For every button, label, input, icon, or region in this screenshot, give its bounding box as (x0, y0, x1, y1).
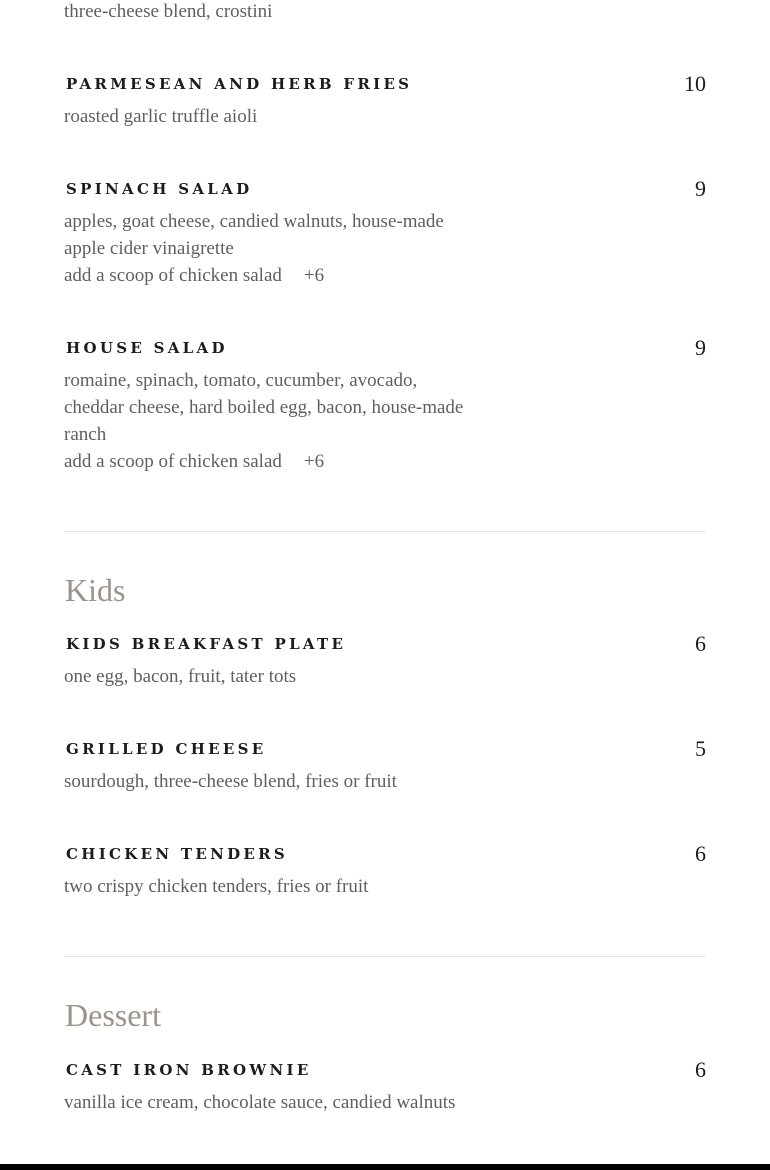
menu-item-description: cheddar cheese, hard boiled egg, bacon, house-made (64, 397, 464, 418)
menu-item-price: 6 (695, 841, 706, 866)
menu-item-description: apple cider vinaigrette (64, 238, 234, 259)
addon-price: +6 (303, 265, 325, 286)
menu-item-name: HOUSE SALAD (66, 339, 228, 357)
menu-item-description: vanilla ice cream, chocolate sauce, candied walnuts (64, 1092, 456, 1113)
section-divider (64, 531, 706, 532)
menu-item-name: KIDS BREAKFAST PLATE (66, 635, 347, 653)
menu-item-addon (64, 262, 534, 289)
section-divider (64, 956, 706, 957)
section-title-kids: Kids (65, 572, 126, 608)
menu-item-price: 10 (684, 71, 706, 96)
menu-item-description: sourdough, three-cheese blend, fries or fruit (64, 771, 397, 792)
addon-label: add a scoop of chicken salad (64, 451, 282, 472)
menu-item-description: ranch (64, 424, 107, 445)
menu-item-description: apples, goat cheese, candied walnuts, house-made (64, 211, 444, 232)
addon-label: add a scoop of chicken salad (64, 265, 282, 286)
menu-item-description: two crispy chicken tenders, fries or fruit (64, 876, 369, 897)
menu-item-description: roasted garlic truffle aioli (64, 106, 258, 127)
menu-item-name: SPINACH SALAD (66, 180, 253, 198)
menu-item-description: three-cheese blend, crostini (64, 1, 273, 22)
menu-item-description: one egg, bacon, fruit, tater tots (64, 666, 297, 687)
menu-item-price: 6 (695, 631, 706, 656)
menu-item-price: 9 (695, 176, 706, 201)
menu-item-name: PARMESEAN AND HERB FRIES (66, 75, 413, 93)
menu-item-price: 6 (695, 1057, 706, 1082)
menu-item-price: 5 (695, 736, 706, 761)
menu-item-price: 9 (695, 335, 706, 360)
menu-item-description: romaine, spinach, tomato, cucumber, avocado, (64, 370, 418, 391)
menu-item-addon (64, 448, 534, 475)
section-title-dessert: Dessert (65, 997, 161, 1033)
addon-price: +6 (303, 451, 325, 472)
menu-item-name: CAST IRON BROWNIE (66, 1061, 312, 1079)
menu-item-name: CHICKEN TENDERS (66, 845, 289, 863)
menu-item-name: GRILLED CHEESE (66, 740, 267, 758)
bottom-bar (0, 1164, 770, 1170)
